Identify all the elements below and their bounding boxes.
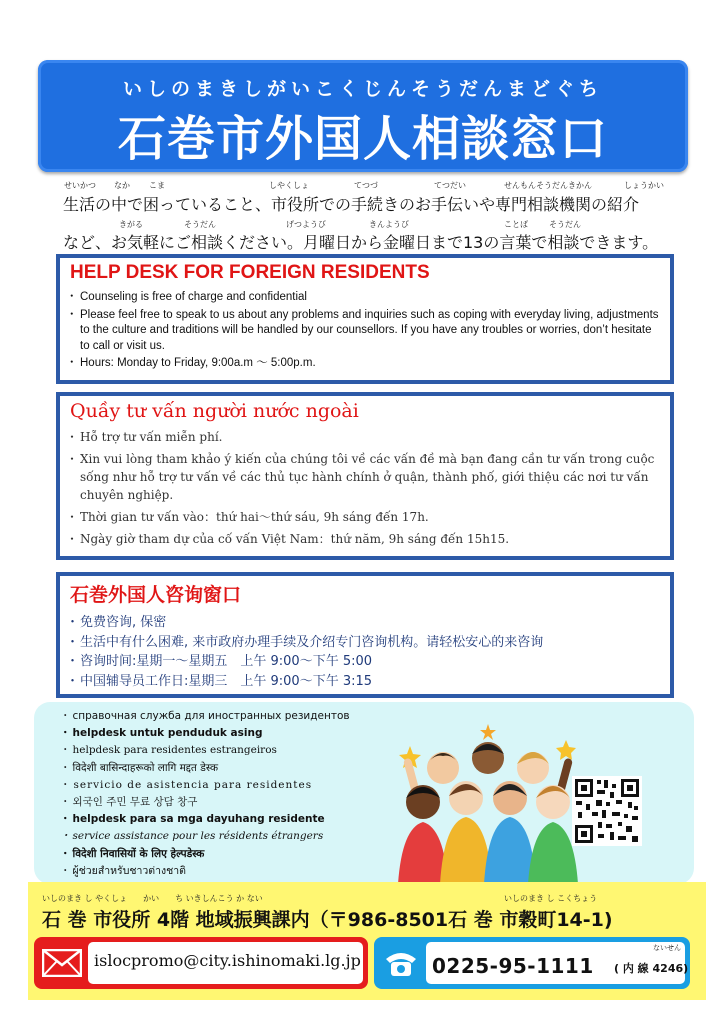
language-item-russian: ・ справочная служба для иностранных резидентов (60, 708, 350, 725)
language-item-thai: ・ ผู้ช่วยสำหรับชาวต่างชาติ (60, 863, 350, 880)
intro-line-1: 生活の中で困っていること、市役所での手続きのお手伝いや専門相談機関の紹介 (63, 195, 640, 214)
star-icon (480, 724, 496, 740)
english-item: ・ Please feel free to speak to us about any problems and inquiries such as coping with everyday living, adjustments to the culture and traditions will be handled by our counsellors. If you have any troubles or worries, don’t hesitate to call or visit us. (70, 308, 660, 355)
vietnamese-heading: Quầy tư vấn người nước ngoài (70, 400, 359, 422)
language-item-french: ・ service assistance pour les résidents étrangers (60, 828, 350, 845)
chinese-heading: 石巻外国人咨询窗口 (70, 584, 242, 606)
english-heading: HELP DESK FOR FOREIGN RESIDENTS (70, 262, 430, 283)
page-title: 石巻市外国人相談窓口 (117, 111, 608, 167)
star-icon (556, 740, 576, 760)
languages-panel (34, 702, 694, 884)
chinese-item: ・ 咨询时间:星期一～星期五 上午 9:00～下午 5:00 (70, 652, 660, 672)
english-item: ・ Hours: Monday to Friday, 9:00a.m ～ 5:00p.m. (70, 356, 660, 372)
phone-extension: ( 内 線 4246) (614, 962, 689, 975)
intro-line-2: など、お気軽にご相談ください。月曜日から金曜日まで13の言葉で相談できます。 (63, 233, 659, 252)
language-item-spanish: ・ servicio de asistencia para residentes (60, 777, 350, 794)
english-item: ・ Counseling is free of charge and confidential (70, 290, 660, 306)
people-illustration (388, 718, 588, 884)
language-item-korean: ・ 외국인 주민 무료 상담 창구 (60, 794, 350, 811)
languages-list (60, 708, 350, 880)
chinese-item: ・ 免费咨询, 保密 (70, 613, 660, 633)
chinese-item: ・ 生活中有什么困难, 来市政府办理手续及介绍专门咨询机构。请轻松安心的来咨询 (70, 633, 660, 653)
title-banner (38, 60, 688, 172)
vietnamese-item: ・ Ngày giờ tham dự của cố vấn Việt Nam：thứ năm, 9h sáng đến 15h15. (70, 530, 660, 548)
phone-icon (382, 947, 420, 979)
language-item-indonesian: ・ helpdesk untuk penduduk asing (60, 725, 350, 742)
vietnamese-info-box (56, 392, 674, 560)
email-box[interactable] (34, 937, 368, 989)
vietnamese-item: ・ Thời gian tư vấn vào：thứ hai～thứ sáu, 9h sáng đến 17h. (70, 508, 660, 526)
qr-code[interactable] (572, 776, 642, 846)
language-item-hindi: ・ विदेशी निवासियों के लिए हेल्पडेस्क (60, 846, 350, 863)
chinese-item: ・ 中国辅导员工作日:星期三 上午 9:00～下午 3:15 (70, 672, 660, 692)
address-furigana: いしのまき し やくしょ かい ち いきしんこう か ない (42, 894, 263, 903)
english-info-box (56, 254, 674, 384)
mail-icon (42, 949, 82, 977)
language-item-portuguese: ・ helpdesk para residentes estrangeiros (60, 742, 350, 759)
phone-box[interactable] (374, 937, 690, 989)
vietnamese-item: ・ Xin vui lòng tham khảo ý kiến của chúng tôi về các vấn đề mà bạn đang cần tư vấn trong cuộc sống như hỗ trợ tư vấn về các thủ tục hành chính ở quận, thành phố, giới thiệu các nơi tư vấn chuyên nghiệp. (70, 450, 660, 504)
phone-number[interactable]: 0225-95-1111 (432, 954, 594, 978)
extension-ruby: ないせん (653, 944, 681, 952)
title-ruby: いしのまきしがいこくじんそうだんまどぐち (122, 78, 603, 100)
language-item-tagalog: ・ helpdesk para sa mga dayuhang residente (60, 811, 350, 828)
office-address: 石 巻 市役所 4階 地域振興課内（〒986-8501石 巻 市穀町14-1) (42, 909, 613, 931)
email-address[interactable]: islocpromo@city.ishinomaki.lg.jp (94, 951, 361, 970)
address-furigana-right: いしのまき し こくちょう (504, 894, 598, 903)
email-field (88, 942, 363, 984)
language-item-nepali: ・ विदेशी बासिन्दाहरूको लागि मद्दत डेस्क (60, 760, 350, 777)
vietnamese-item: ・ Hỗ trợ tư vấn miễn phí. (70, 428, 660, 446)
phone-field (426, 942, 689, 984)
chinese-info-box (56, 572, 674, 698)
